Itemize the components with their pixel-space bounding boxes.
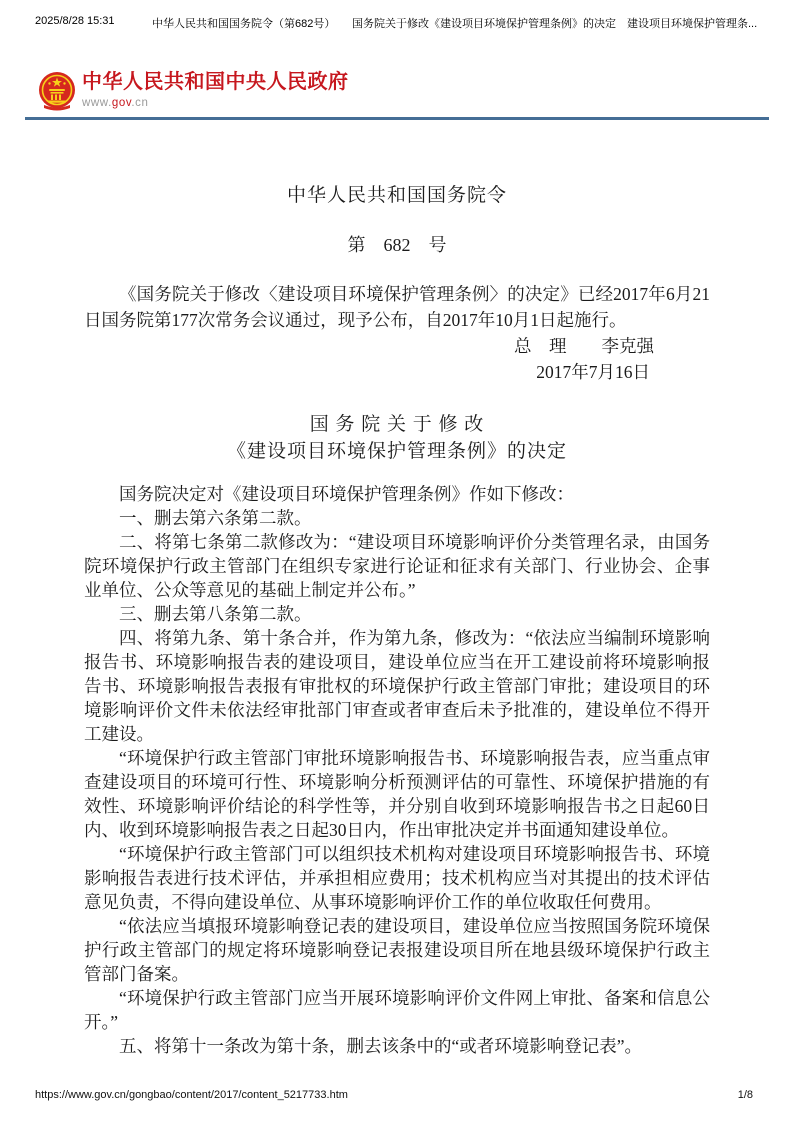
signature-premier: 总 理 李克强	[514, 336, 654, 356]
paragraph: “环境保护行政主管部门可以组织技术机构对建设项目环境影响报告书、环境影响报告表进行技术评估，并承担相应费用；技术机构应当对其提出的技术评估意见负责，不得向建设单位、从事环境影响评价工作的单位收取任何费用。	[84, 844, 710, 912]
print-footer	[0, 1089, 793, 1105]
paragraph: “依法应当填报环境影响登记表的建设项目，建设单位应当按照国务院环境保护行政主管部门的规定将环境影响登记表报建设项目所在地县级环境保护行政主管部门备案。	[84, 916, 710, 984]
site-url-link[interactable]	[82, 97, 349, 109]
paragraph: “环境保护行政主管部门应当开展环境影响评价文件网上审批、备案和信息公开。”	[84, 988, 710, 1032]
paragraph: 三、删去第八条第二款。	[119, 604, 312, 624]
header-divider	[25, 117, 769, 120]
paragraph: 五、将第十一条改为第十条，删去该条中的“或者环境影响登记表”。	[119, 1036, 643, 1056]
footer-url: https://www.gov.cn/gongbao/content/2017/content_5217733.htm	[35, 1089, 348, 1101]
site-url-gov: gov	[111, 97, 132, 109]
decree-announcement: 《国务院关于修改〈建设项目环境保护管理条例〉的决定》已经2017年6月21日国务院第177次常务会议通过，现予公布，自2017年10月1日起施行。	[84, 284, 710, 330]
document-content	[84, 185, 710, 1058]
decree-number: 第 682 号	[347, 235, 447, 255]
site-title[interactable]: 中华人民共和国中央人民政府	[82, 71, 349, 93]
signature-date: 2017年7月16日	[536, 362, 650, 382]
decree-title: 中华人民共和国国务院令	[286, 185, 507, 206]
national-emblem-icon	[38, 71, 76, 111]
print-header	[0, 15, 793, 31]
paragraph: “环境保护行政主管部门审批环境影响报告书、环境影响报告表，应当重点审查建设项目的环境可行性、环境影响分析预测评估的可靠性、环境保护措施的有效性、环境影响评价结论的科学性等，并分别自收到环境影响报告书之日起60日内、收到环境影响报告表之日起30日内，作出审批决定并书面通知建设单位。	[84, 748, 710, 840]
paragraph: 国务院决定对《建设项目环境保护管理条例》作如下修改：	[119, 484, 574, 504]
paragraph: 四、将第九条、第十条合并，作为第九条，修改为：“依法应当编制环境影响报告书、环境影响报告表的建设项目，建设单位应当在开工建设前将环境影响报告书、环境影响报告表报有审批权的环境保护行政主管部门审批；建设项目的环境影响评价文件未依法经审批部门审查或者审查后未予批准的，建设单位不得开工建设。	[84, 628, 710, 744]
decision-heading-line2: 《建设项目环境保护管理条例》的决定	[226, 441, 567, 462]
print-title-truncated: 建设项目环境保护管理条...	[627, 18, 758, 30]
print-datetime: 2025/8/28 15:31	[35, 15, 115, 27]
print-title-decision: 国务院关于修改《建设项目环境保护管理条例》的决定	[352, 18, 616, 30]
print-title-decree: 中华人民共和国国务院令（第682号）	[152, 18, 336, 30]
decision-heading-line1: 国 务 院 关 于 修 改	[309, 414, 485, 435]
paragraph: 一、删去第六条第二款。	[119, 508, 312, 528]
site-url-prefix: www.	[82, 97, 112, 109]
decision-paragraphs	[84, 482, 710, 1058]
site-url-suffix: .cn	[131, 97, 149, 109]
site-header	[38, 70, 349, 111]
paragraph: 二、将第七条第二款修改为：“建设项目环境影响评价分类管理名录，由国务院环境保护行政主管部门在组织专家进行论证和征求有关部门、行业协会、企事业单位、公众等意见的基础上制定并公布。”	[84, 532, 710, 600]
footer-page-indicator: 1/8	[737, 1089, 753, 1101]
